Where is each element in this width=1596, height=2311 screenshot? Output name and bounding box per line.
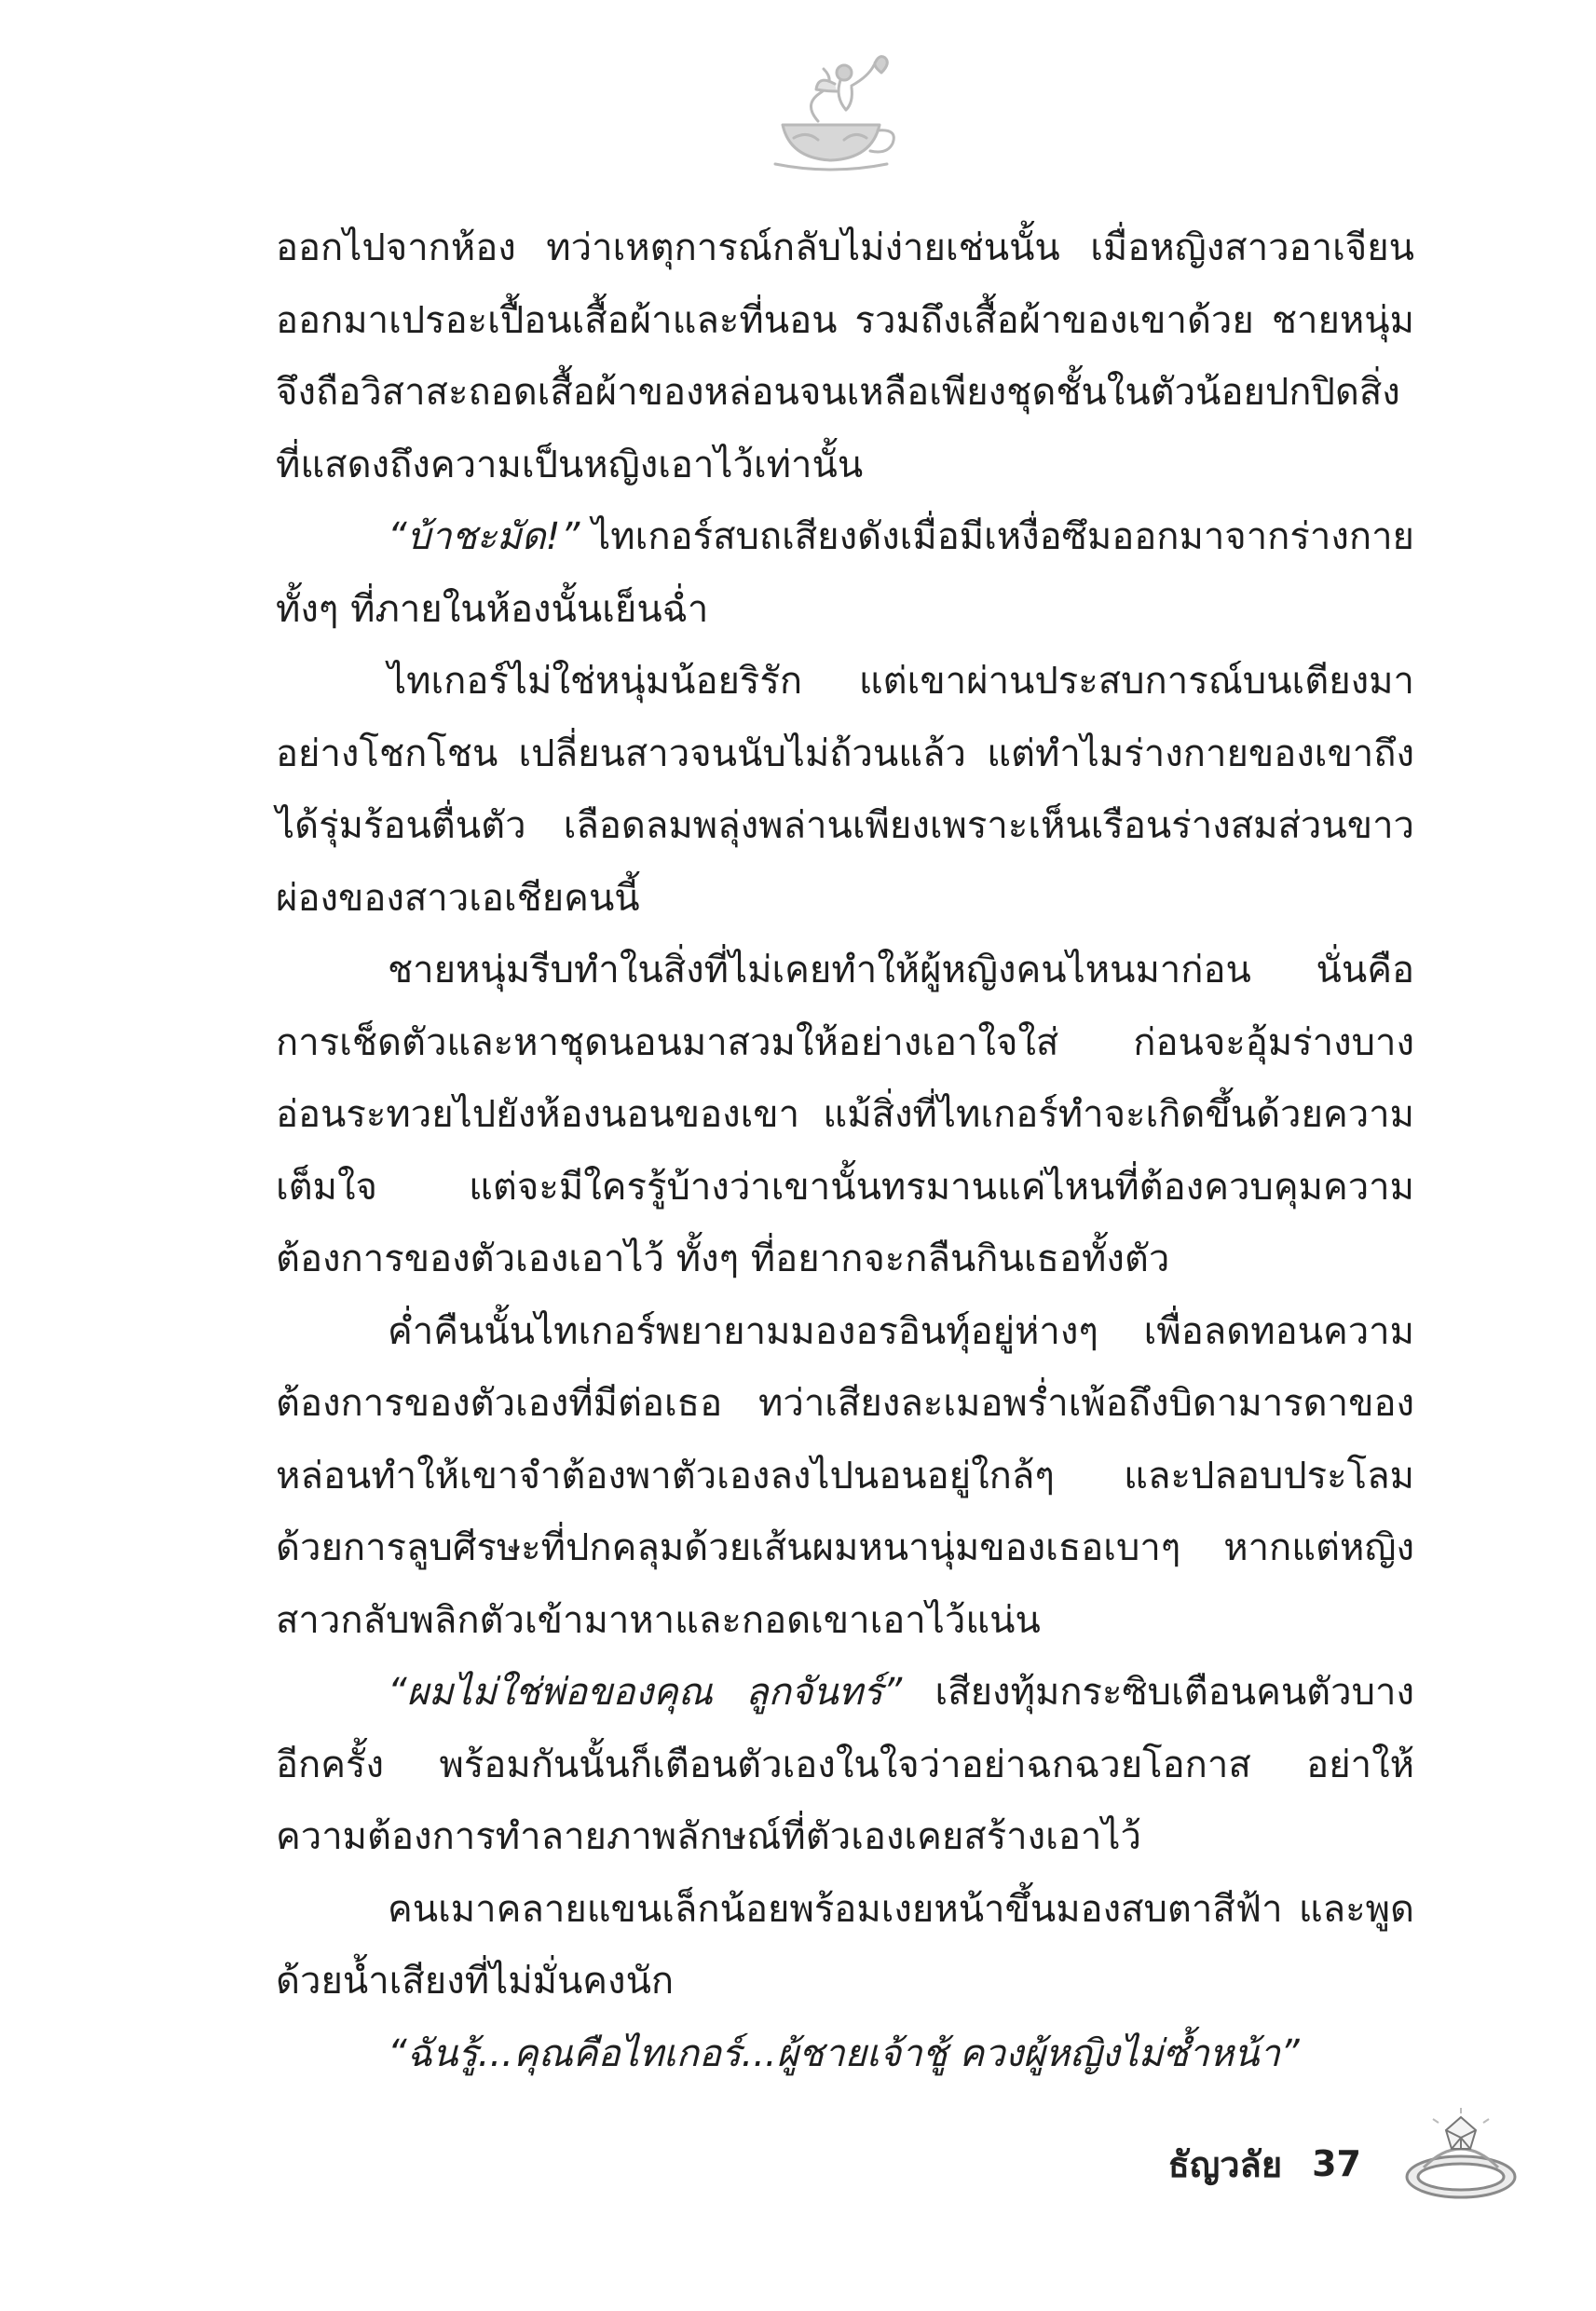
paragraph-1: ออกไปจากห้อง ทว่าเหตุการณ์กลับไม่ง่ายเช่นนั้น เมื่อหญิงสาวอาเจียนออกมาเปรอะเปื้อนเสื้อผ้าและที่นอน รวมถึงเสื้อผ้าของเขาด้วย ชายหนุ่มจึงถือวิสาสะถอดเสื้อผ้าของหล่อนจนเหลือเพียงชุดชั้นในตัวน้อยปกปิดสิ่งที่แสดงถึงความเป็นหญิงเอาไว้เท่านั้น [276,226,1414,486]
paragraph-3: ไทเกอร์ไม่ใช่หนุ่มน้อยริรัก แต่เขาผ่านประสบการณ์บนเตียงมาอย่างโชกโชน เปลี่ยนสาวจนนับไม่ถ้วนแล้ว แต่ทำไมร่างกายของเขาถึงได้รุ่มร้อนตื่นตัว เลือดลมพลุ่งพล่านเพียงเพราะเห็นเรือนร่างสมส่วนขาวผ่องของสาวเอเชียคนนี้ [276,660,1414,920]
dialogue-quote: “บ้าชะมัด!” [388,515,580,558]
dialogue-quote: “ฉันรู้...คุณคือไทเกอร์...ผู้ชายเจ้าชู้ ควงผู้หญิงไม่ซ้ำหน้า” [388,2031,1300,2075]
chapter-text [276,212,1414,2090]
book-title: ธัญวลัย [1167,2143,1283,2185]
paragraph-2: “บ้าชะมัด!” ไทเกอร์สบถเสียงดังเมื่อมีเหงื่อซึมออกมาจากร่างกายทั้งๆ ที่ภายในห้องนั้นเย็นฉ่ำ [276,515,1414,631]
paragraph-5: ค่ำคืนนั้นไทเกอร์พยายามมองอรอินทุ์อยู่ห่างๆ เพื่อลดทอนความต้องการของตัวเองที่มีต่อเธอ ทว่าเสียงละเมอพร่ำเพ้อถึงบิดามารดาของหล่อนทำให้เขาจำต้องพาตัวเองลงไปนอนอยู่ใกล้ๆ และปลอบประโลมด้วยการลูบศีรษะที่ปกคลุมด้วยเส้นผมหนานุ่มของเธอเบาๆ หากแต่หญิงสาวกลับพลิกตัวเข้ามาหาและกอดเขาเอาไว้แน่น [276,1309,1414,1642]
paragraph-8 [276,2018,1414,2091]
paragraph-7: คนเมาคลายแขนเล็กน้อยพร้อมเงยหน้าขึ้นมองสบตาสีฟ้า และพูดด้วยน้ำเสียงที่ไม่มั่นคงนัก [276,1887,1414,2003]
paragraph-4: ชายหนุ่มรีบทำในสิ่งที่ไม่เคยทำให้ผู้หญิงคนไหนมาก่อน นั่นคือการเช็ดตัวและหาชุดนอนมาสวมให้อย่างเอาใจใส่ ก่อนจะอุ้มร่างบางอ่อนระทวยไปยังห้องนอนของเขา แม้สิ่งที่ไทเกอร์ทำจะเกิดขึ้นด้วยความเต็มใจ แต่จะมีใครรู้บ้างว่าเขานั้นทรมานแค่ไหนที่ต้องควบคุมความต้องการของตัวเองเอาไว้ ทั้งๆ ที่อยากจะกลืนกินเธอทั้งตัว [276,949,1414,1280]
page-number: 37 [1312,2143,1361,2184]
paragraph-6: “ผมไม่ใช่พ่อของคุณ ลูกจันทร์” เสียงทุ้มกระซิบเตือนคนตัวบางอีกครั้ง พร้อมกันนั้นก็เตือนตัวเองในใจว่าอย่าฉกฉวยโอกาส อย่าให้ความต้องการทำลายภาพลักษณ์ที่ตัวเองเคยสร้างเอาไว้ [276,1671,1414,1858]
cupid-teacup-icon [762,48,902,179]
diamond-ring-icon [1396,2102,1526,2214]
dialogue-quote: “ผมไม่ใช่พ่อของคุณ ลูกจันทร์” [388,1671,903,1714]
page-footer [1168,2136,1361,2192]
